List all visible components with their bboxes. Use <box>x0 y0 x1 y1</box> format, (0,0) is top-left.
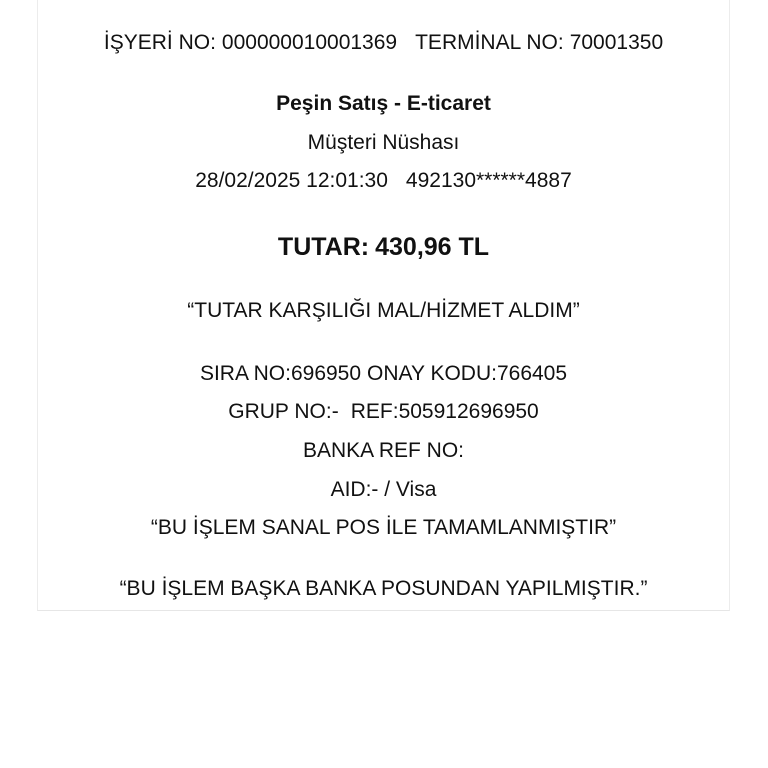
other-bank-note: “BU İŞLEM BAŞKA BANKA POSUNDAN YAPILMIŞTIR.” <box>119 577 648 600</box>
amount-value: 430,96 TL <box>375 233 490 261</box>
aid-line: AID:- / Visa <box>330 478 437 501</box>
group-no: - <box>331 400 339 423</box>
merchant-no: 000000010001369 <box>221 31 398 54</box>
transaction-type: Peşin Satış - E-ticaret <box>276 92 491 115</box>
group-label: GRUP NO: <box>228 400 332 423</box>
datetime-card-line <box>38 168 729 194</box>
approval-code: 766405 <box>496 362 568 385</box>
sequence-label: SIRA NO: <box>199 362 291 385</box>
ref-label: REF: <box>350 400 399 423</box>
terminal-no-label: TERMİNAL NO: <box>415 31 564 54</box>
merchant-terminal-line <box>38 30 729 56</box>
approval-label: ONAY KODU: <box>367 362 497 385</box>
merchant-no-label: İŞYERİ NO: <box>103 31 216 54</box>
receipt-slip <box>37 0 730 611</box>
transaction-datetime: 28/02/2025 12:01:30 <box>195 169 388 192</box>
amount-label: TUTAR: <box>277 233 370 261</box>
masked-card-number: 492130******4887 <box>405 169 572 192</box>
copy-type: Müşteri Nüshası <box>307 131 460 154</box>
acknowledgement-text: “TUTAR KARŞILIĞI MAL/HİZMET ALDIM” <box>187 299 580 322</box>
virtual-pos-note: “BU İŞLEM SANAL POS İLE TAMAMLANMIŞTIR” <box>150 516 617 539</box>
sequence-no: 696950 <box>290 362 362 385</box>
sequence-approval-line <box>38 361 729 387</box>
group-ref-line <box>38 399 729 425</box>
amount-line <box>38 232 729 262</box>
terminal-no: 70001350 <box>569 31 664 54</box>
ref-no: 505912696950 <box>398 400 539 423</box>
bank-ref-label: BANKA REF NO: <box>302 439 465 462</box>
